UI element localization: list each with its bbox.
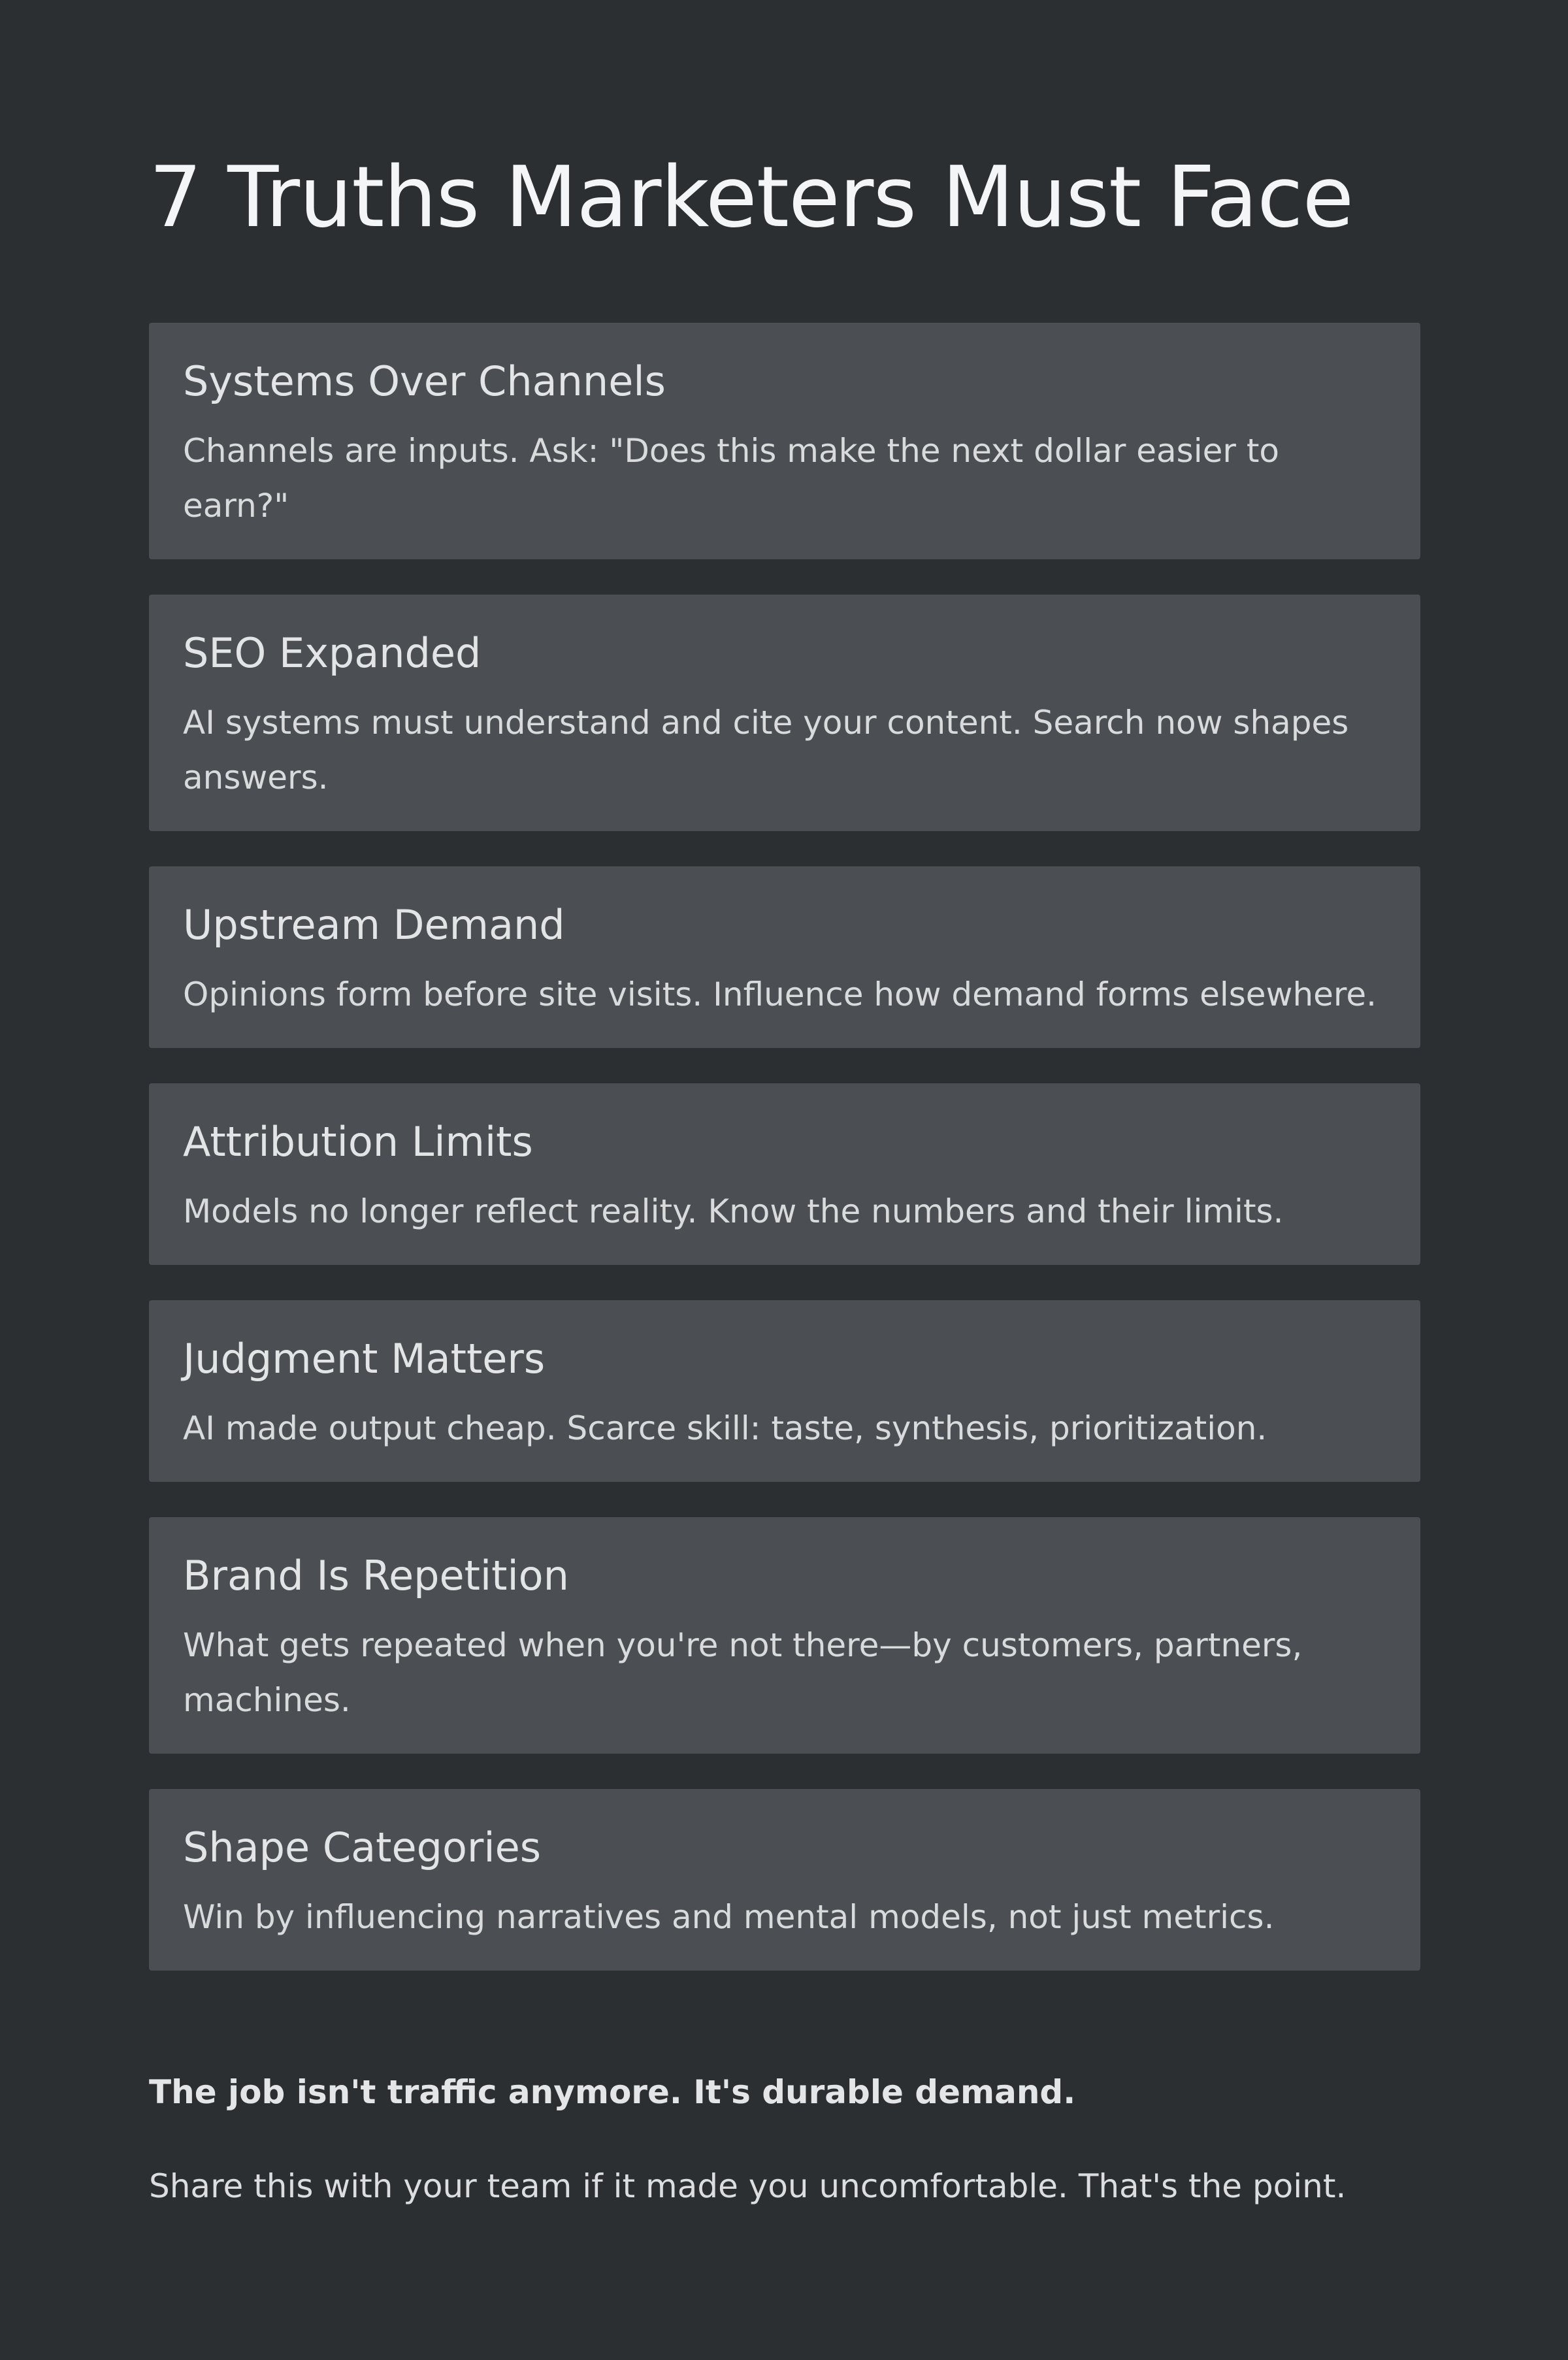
truths-list <box>149 323 1420 2006</box>
truth-card-shape-categories <box>149 1789 1420 1971</box>
truth-card-text: Opinions form before site visits. Influence how demand forms elsewhere. <box>183 975 1377 1013</box>
truth-card-systems-over-channels <box>149 323 1420 559</box>
page-title: 7 Truths Marketers Must Face <box>149 149 1354 246</box>
truth-card-text: Win by influencing narratives and mental models, not just metrics. <box>183 1898 1275 1936</box>
truth-card-upstream-demand <box>149 866 1420 1048</box>
closing-statement: The job isn't traffic anymore. It's durable demand. <box>149 2073 1076 2111</box>
truth-card-text: AI made output cheap. Scarce skill: taste, synthesis, prioritization. <box>183 1409 1267 1447</box>
truth-card-seo-expanded <box>149 595 1420 831</box>
truth-card-text: Channels are inputs. Ask: "Does this make the next dollar easier to earn?" <box>183 432 1280 525</box>
truth-card-heading: Systems Over Channels <box>183 357 666 405</box>
truth-card-text: Models no longer reflect reality. Know the numbers and their limits. <box>183 1192 1284 1230</box>
share-note: Share this with your team if it made you uncomfortable. That's the point. <box>149 2167 1347 2205</box>
truth-card-text: AI systems must understand and cite your content. Search now shapes answers. <box>183 704 1349 796</box>
truth-card-attribution-limits <box>149 1083 1420 1265</box>
truth-card-heading: SEO Expanded <box>183 629 482 677</box>
truth-card-heading: Attribution Limits <box>183 1118 533 1166</box>
truth-card-judgment-matters <box>149 1300 1420 1482</box>
truth-card-brand-is-repetition <box>149 1517 1420 1754</box>
truth-card-heading: Judgment Matters <box>183 1335 546 1383</box>
truth-card-heading: Upstream Demand <box>183 901 565 949</box>
truth-card-heading: Shape Categories <box>183 1824 542 1871</box>
truth-card-text: What gets repeated when you're not there—by customers, partners, machines. <box>183 1626 1303 1719</box>
truth-card-heading: Brand Is Repetition <box>183 1552 569 1599</box>
